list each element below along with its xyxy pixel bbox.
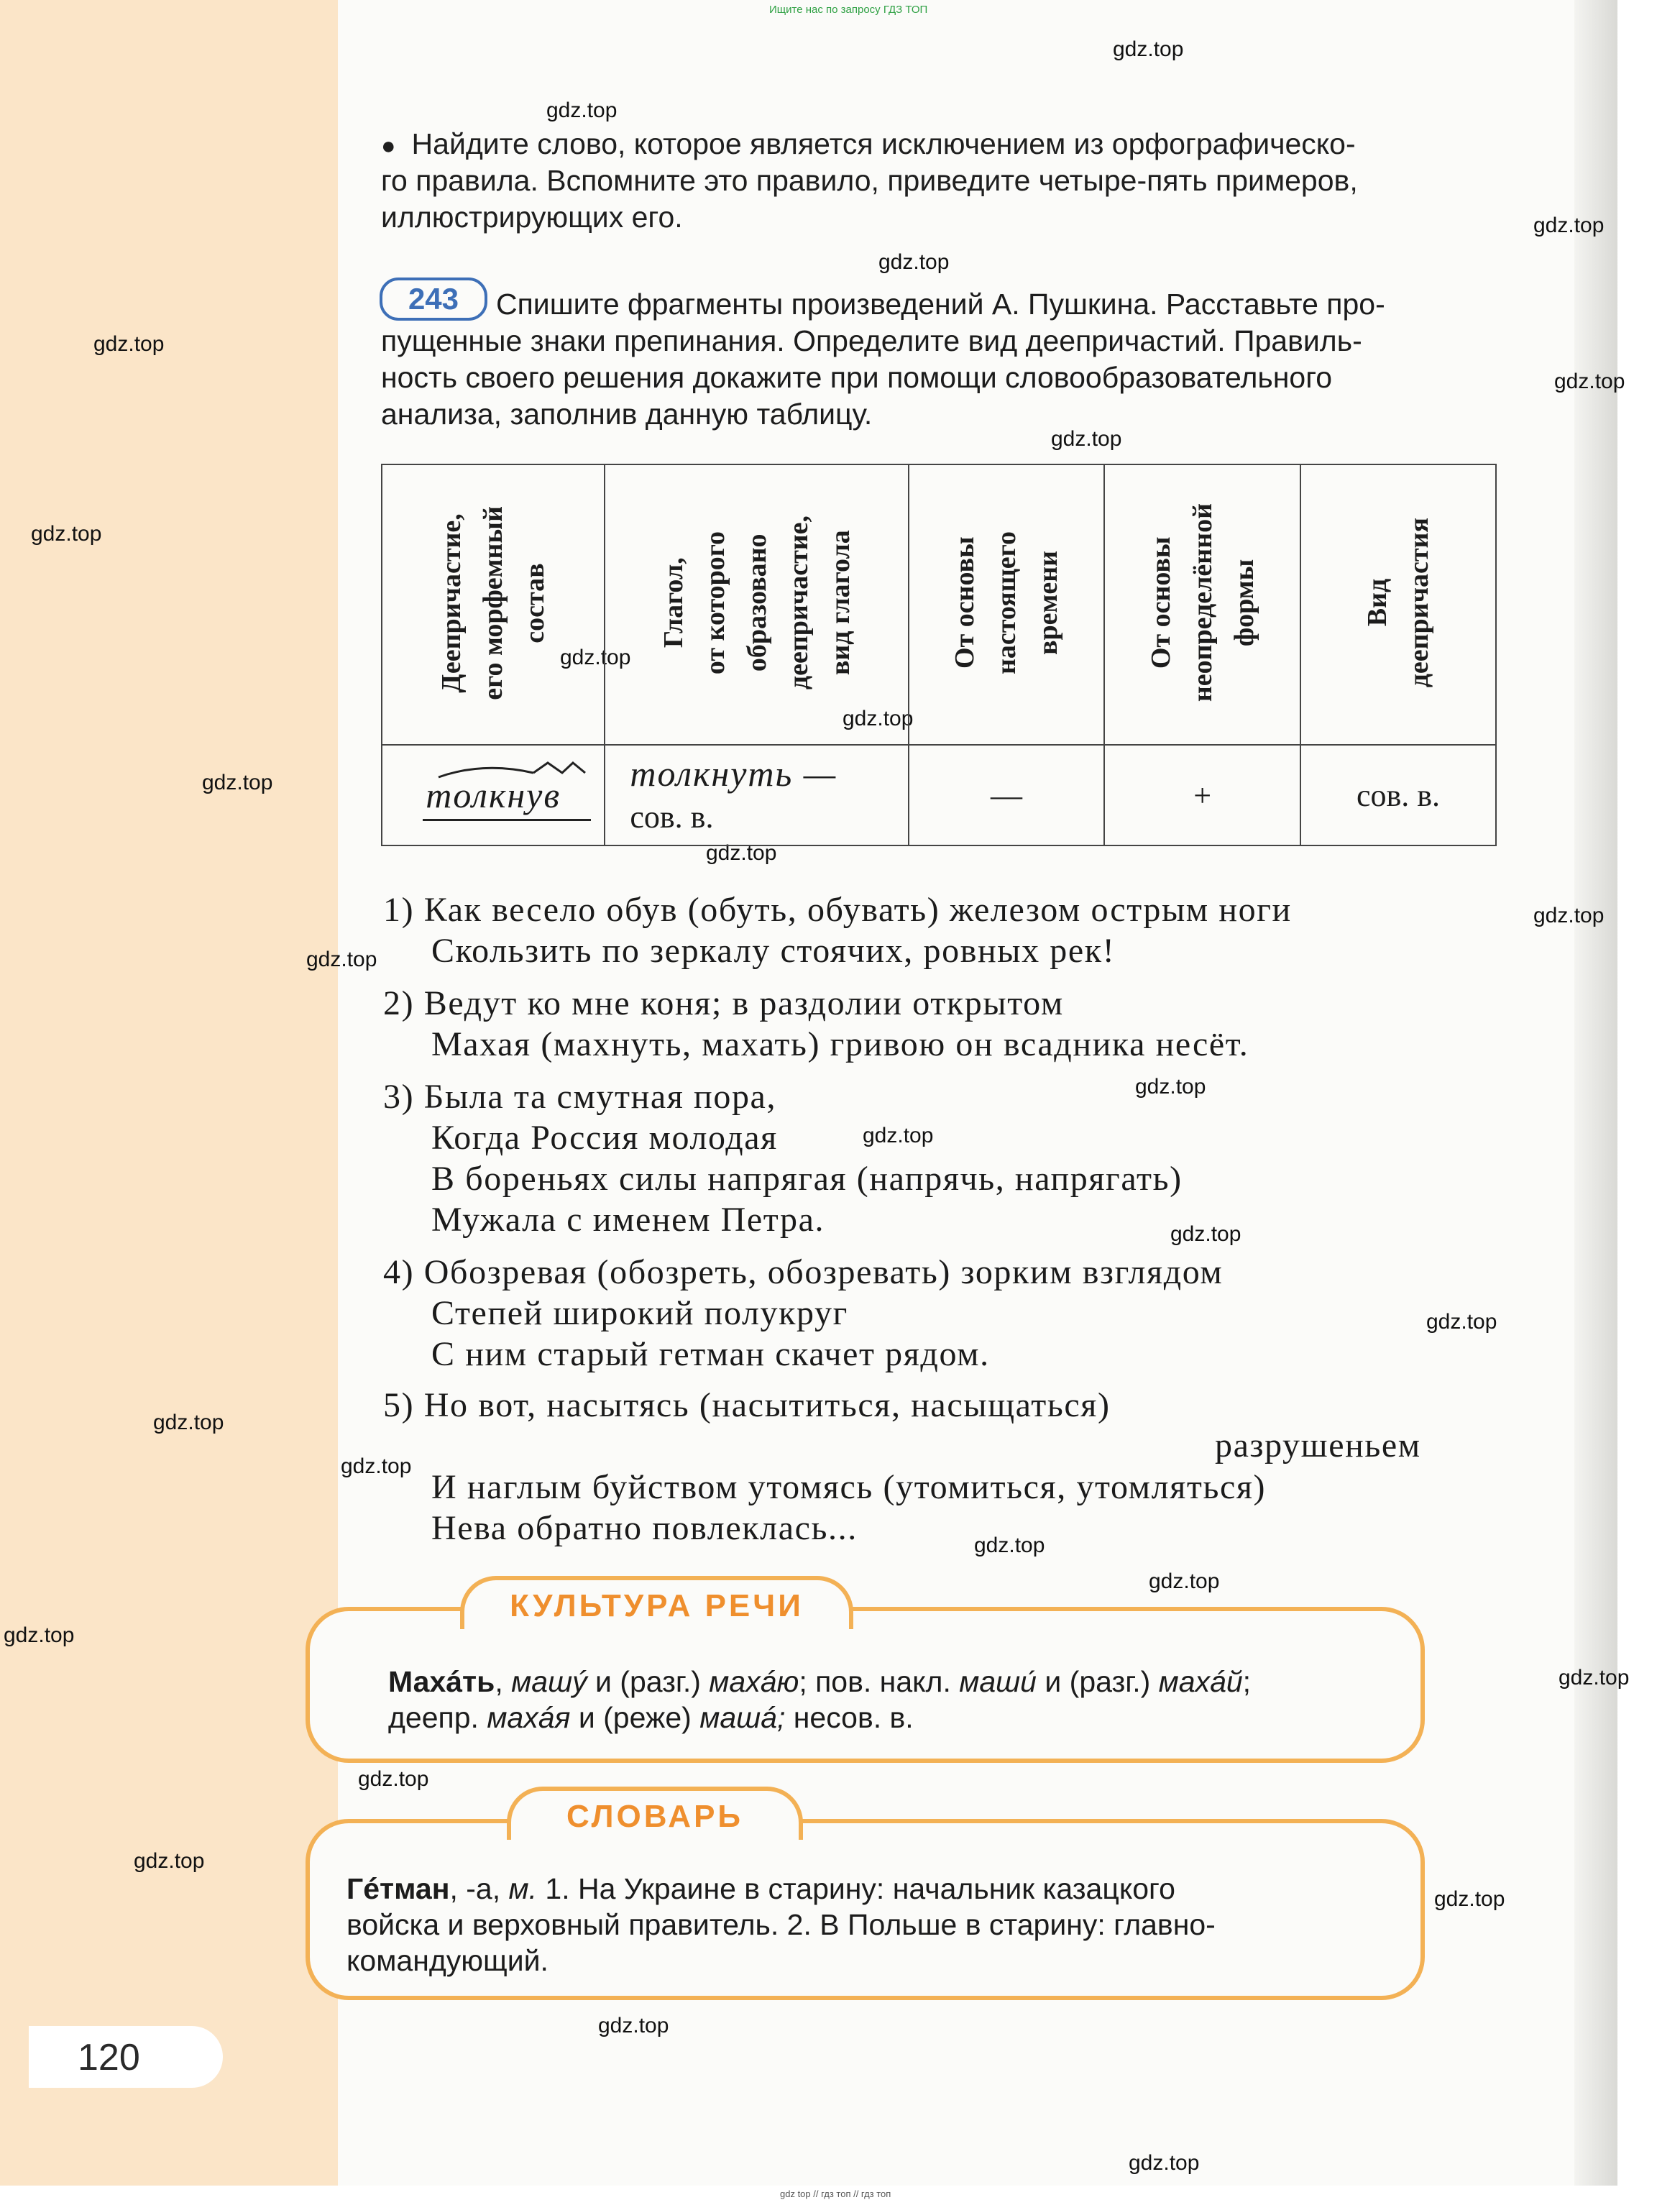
analysis-table — [381, 464, 1497, 846]
culture-title: КУЛЬТУРА РЕЧИ — [460, 1576, 853, 1629]
intro-line: иллюстрирующих его. — [381, 201, 683, 234]
poem-line: 3) Была та смутная пора, — [383, 1078, 777, 1116]
intro-line: ● Найдите слово, которое является исключением из орфографическо- — [381, 127, 1356, 160]
watermark: gdz.top — [878, 250, 950, 274]
watermark: gdz.top — [1051, 427, 1122, 451]
watermark: gdz.top — [974, 1534, 1045, 1557]
footer-links[interactable]: gdz top // гдз топ // гдз топ — [780, 2188, 891, 2199]
watermark: gdz.top — [306, 948, 377, 971]
poem-line: С ним старый гетман скачет рядом. — [431, 1335, 990, 1373]
top-banner[interactable]: Ищите нас по запросу ГДЗ ТОП — [769, 4, 928, 16]
table-cell-present-stem: — — [909, 745, 1105, 845]
poem-line: разрушеньем — [1215, 1426, 1421, 1464]
watermark: gdz.top — [706, 841, 777, 865]
exercise-task-line: ность своего решения докажите при помощи словообразовательного — [381, 361, 1333, 394]
watermark: gdz.top — [1554, 370, 1625, 393]
poem-line: Мужала с именем Петра. — [431, 1201, 825, 1239]
dictionary-line: Гéтман, -а, м. 1. На Украине в старину: начальник казацкого — [346, 1872, 1175, 1905]
watermark: gdz.top — [1135, 1075, 1206, 1099]
watermark: gdz.top — [1533, 214, 1605, 237]
dictionary-title: СЛОВАРЬ — [507, 1787, 803, 1840]
dictionary-line: войска и верховный правитель. 2. В Польше в старину: главно- — [346, 1908, 1216, 1941]
table-header-cell: Деепричастие, его морфемный состав — [382, 464, 605, 745]
watermark: gdz.top — [31, 522, 102, 546]
intro-line: го правила. Вспомните это правило, приведите четыре-пять примеров, — [381, 164, 1358, 197]
poem-line: Нева обратно повлеклась... — [431, 1509, 858, 1547]
culture-line: деепр. махáя и (реже) машá; несов. в. — [388, 1701, 914, 1734]
poem-line: Когда Россия молодая — [431, 1119, 778, 1157]
exercise-task-line: Спишите фрагменты произведений А. Пушкина. Расставьте про- — [496, 288, 1385, 321]
bullet-icon: ● — [381, 132, 396, 160]
watermark: gdz.top — [358, 1767, 429, 1791]
suffix-box — [423, 777, 591, 821]
table-cell-infinitive-stem: + — [1104, 745, 1300, 845]
poem-line: 1) Как весело обув (обуть, обувать) железом острым ноги — [383, 891, 1292, 929]
table-header-cell: Вид деепричастия — [1300, 464, 1496, 745]
poem-line: Степей широкий полукруг — [431, 1294, 848, 1332]
table-cell-verb: толкнуть — сов. в. — [605, 745, 908, 845]
poem-line: 2) Ведут ко мне коня; в раздолии открытом — [383, 984, 1064, 1022]
watermark: gdz.top — [598, 2014, 669, 2037]
poem-line: И наглым буйством утомясь (утомиться, утомляться) — [431, 1468, 1267, 1506]
watermark: gdz.top — [1426, 1310, 1497, 1334]
poem-line: 5) Но вот, насытясь (насытиться, насыщаться) — [383, 1386, 1111, 1424]
page-edge — [1574, 0, 1617, 2186]
exercise-task-line: пущенные знаки препинания. Определите вид деепричастий. Правиль- — [381, 324, 1362, 357]
table-cell-gerund — [382, 745, 605, 845]
watermark: gdz.top — [153, 1411, 224, 1434]
gerund-word: толкнув — [426, 775, 561, 815]
table-header-cell: От основы неопределённой формы — [1104, 464, 1300, 745]
watermark: gdz.top — [202, 771, 273, 794]
poem-line: Скользить по зеркалу стоячих, ровных рек! — [431, 932, 1116, 970]
table-cell-aspect: сов. в. — [1300, 745, 1496, 845]
watermark: gdz.top — [843, 707, 914, 730]
watermark: gdz.top — [134, 1849, 205, 1873]
exercise-number: 243 — [380, 278, 487, 321]
table-header-cell: Глагол, от которого образовано деепричастие, вид глагола — [605, 464, 908, 745]
watermark: gdz.top — [93, 332, 165, 356]
watermark: gdz.top — [1559, 1666, 1630, 1690]
poem-line: В бореньях силы напрягая (напрячь, напрягать) — [431, 1160, 1183, 1198]
exercise-task-line: анализа, заполнив данную таблицу. — [381, 398, 873, 431]
watermark: gdz.top — [1149, 1569, 1220, 1593]
watermark: gdz.top — [863, 1124, 934, 1147]
watermark: gdz.top — [1434, 1887, 1505, 1911]
watermark: gdz.top — [1533, 904, 1605, 927]
page-number: 120 — [78, 2037, 140, 2078]
watermark: gdz.top — [4, 1623, 75, 1647]
culture-line: Махáть, машý и (разг.) махáю; пов. накл. маши́ и (разг.) махáй; — [388, 1665, 1252, 1698]
watermark: gdz.top — [1170, 1222, 1241, 1246]
watermark: gdz.top — [341, 1454, 412, 1478]
table-header-cell: От основы настоящего времени — [909, 464, 1105, 745]
watermark: gdz.top — [546, 98, 618, 122]
watermark: gdz.top — [1129, 2151, 1200, 2175]
dictionary-line: командующий. — [346, 1944, 548, 1977]
poem-line: Махая (махнуть, махать) гривою он всадника несёт. — [431, 1025, 1249, 1063]
watermark: gdz.top — [560, 646, 631, 669]
watermark: gdz.top — [1113, 37, 1184, 61]
poem-line: 4) Обозревая (обозреть, обозревать) зорким взглядом — [383, 1253, 1224, 1291]
